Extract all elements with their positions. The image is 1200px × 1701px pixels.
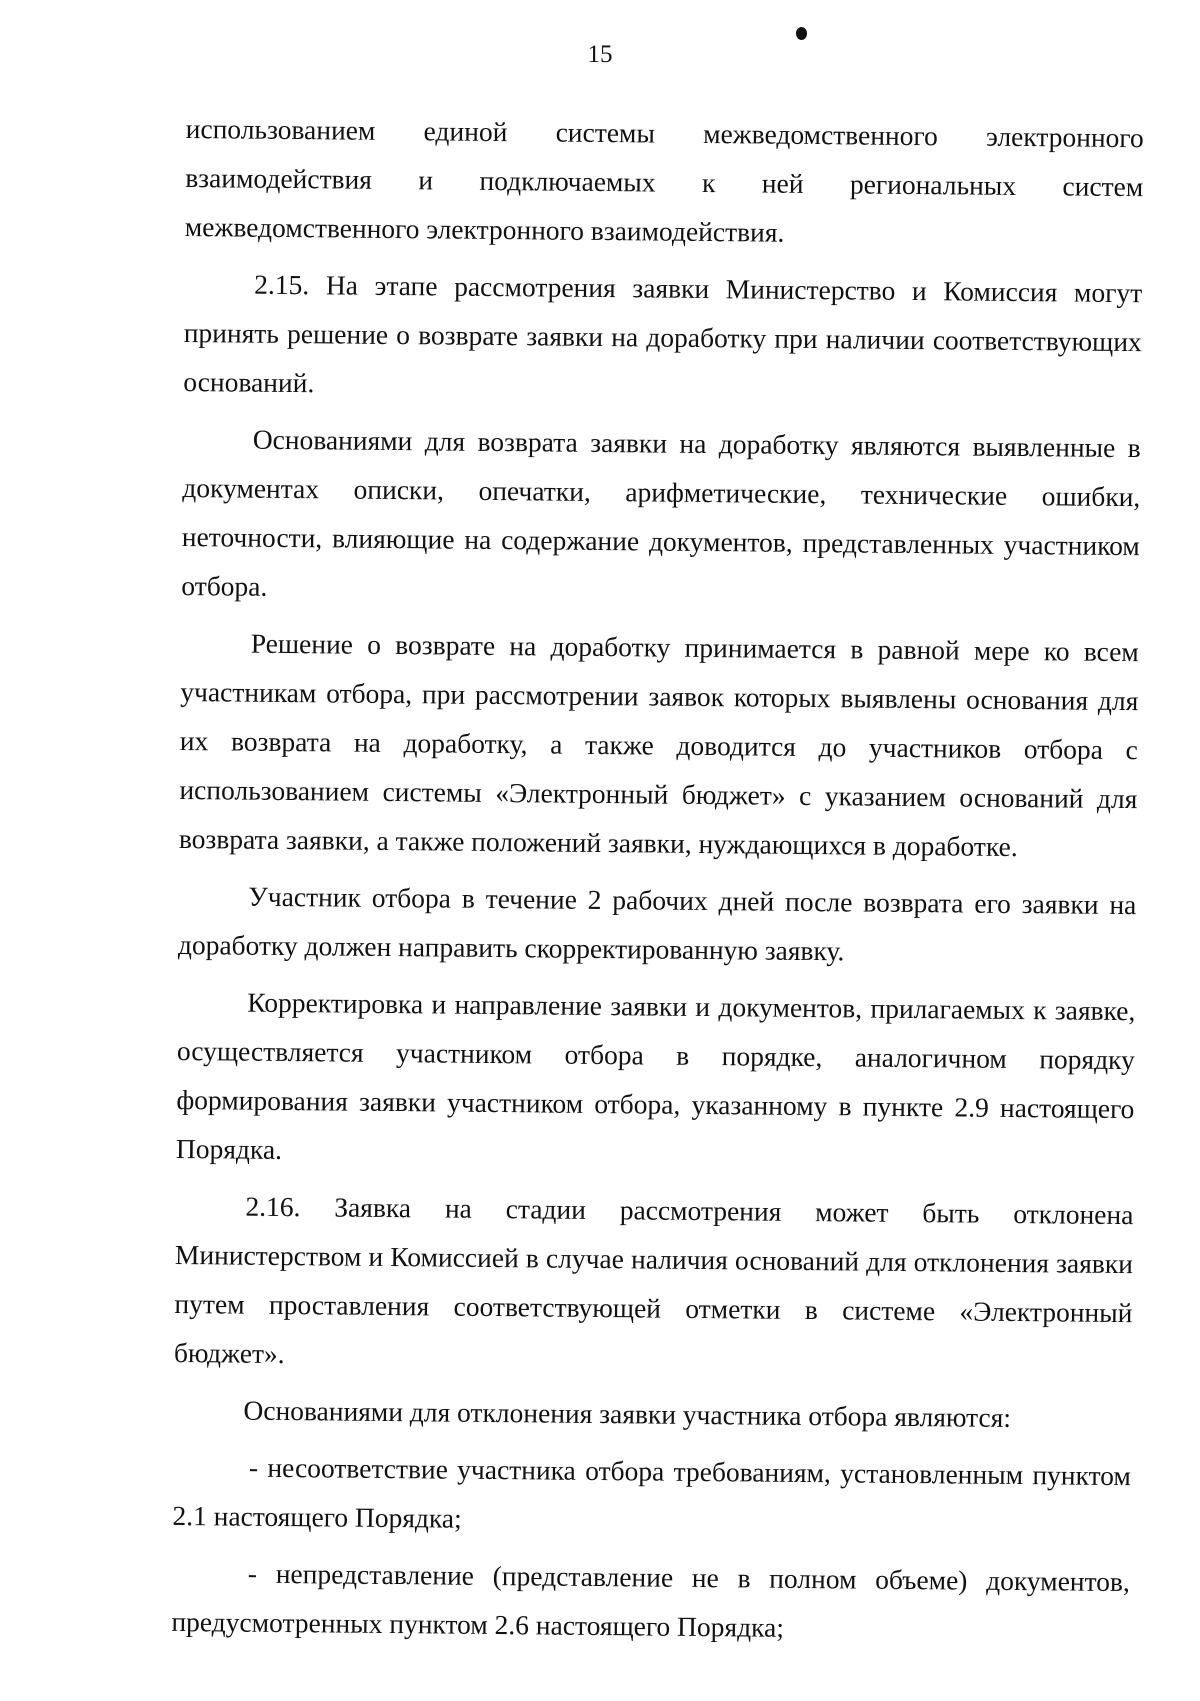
scan-mark xyxy=(796,27,807,40)
paragraph-resubmission-deadline: Участник отбора в течение 2 рабочих дней после возврата его заявки на доработку должен направить скорректированную заявку. xyxy=(177,880,1137,967)
paragraph-continuation: использованием единой системы межведомственного электронного взаимодействия и подключаемых к ней региональных систем межведомственного электронного взаимодействия. xyxy=(184,112,1144,248)
page-number: 15 xyxy=(587,41,613,68)
document-body xyxy=(171,104,1144,1655)
paragraph-rejection-grounds-intro: Основаниями для отклонения заявки участника отбора являются: xyxy=(243,1394,1012,1433)
paragraph-return-decision: Решение о возврате на доработку принимается в равной мере ко всем участникам отбора, при рассмотрении заявок которых выявлены основания для их возврата на доработку, а также доводится до участников отбора с использованием системы «Электронный бюджет» с указанием оснований для возврата заявки, а также положений заявки, нуждающихся в доработке. xyxy=(178,627,1139,863)
paragraph-clause-2-15: 2.15. На этапе рассмотрения заявки Министерство и Комиссия могут принять решение о возврате заявки на доработку при наличии соответствующих оснований. xyxy=(183,268,1143,399)
list-item-rejection-ground: - несоответствие участника отбора требованиям, установленным пунктом 2.1 настоящего Порядка; xyxy=(172,1451,1132,1534)
list-item-rejection-ground: - непредставление (представление не в полном объеме) документов, предусмотренных пунктом 2.6 настоящего Порядка; xyxy=(171,1557,1131,1643)
paragraph-clause-2-16: 2.16. Заявка на стадии рассмотрения может быть отклонена Министерством и Комиссией в случае наличия оснований для отклонения заявки путем проставления соответствующей отметки в системе «Электронный бюджет». xyxy=(173,1190,1134,1370)
paragraph-correction-procedure: Корректировка и направление заявки и документов, прилагаемых к заявке, осуществляется участником отбора в порядке, аналогичном порядку формирования заявки участником отбора, указанному в пункте 2.9 настоящего Порядка. xyxy=(175,986,1136,1165)
paragraph-return-grounds: Основаниями для возврата заявки на доработку являются выявленные в документах описки, опечатки, арифметические, технические ошибки, неточности, влияющие на содержание документов, представленных участником отбора. xyxy=(181,423,1141,602)
